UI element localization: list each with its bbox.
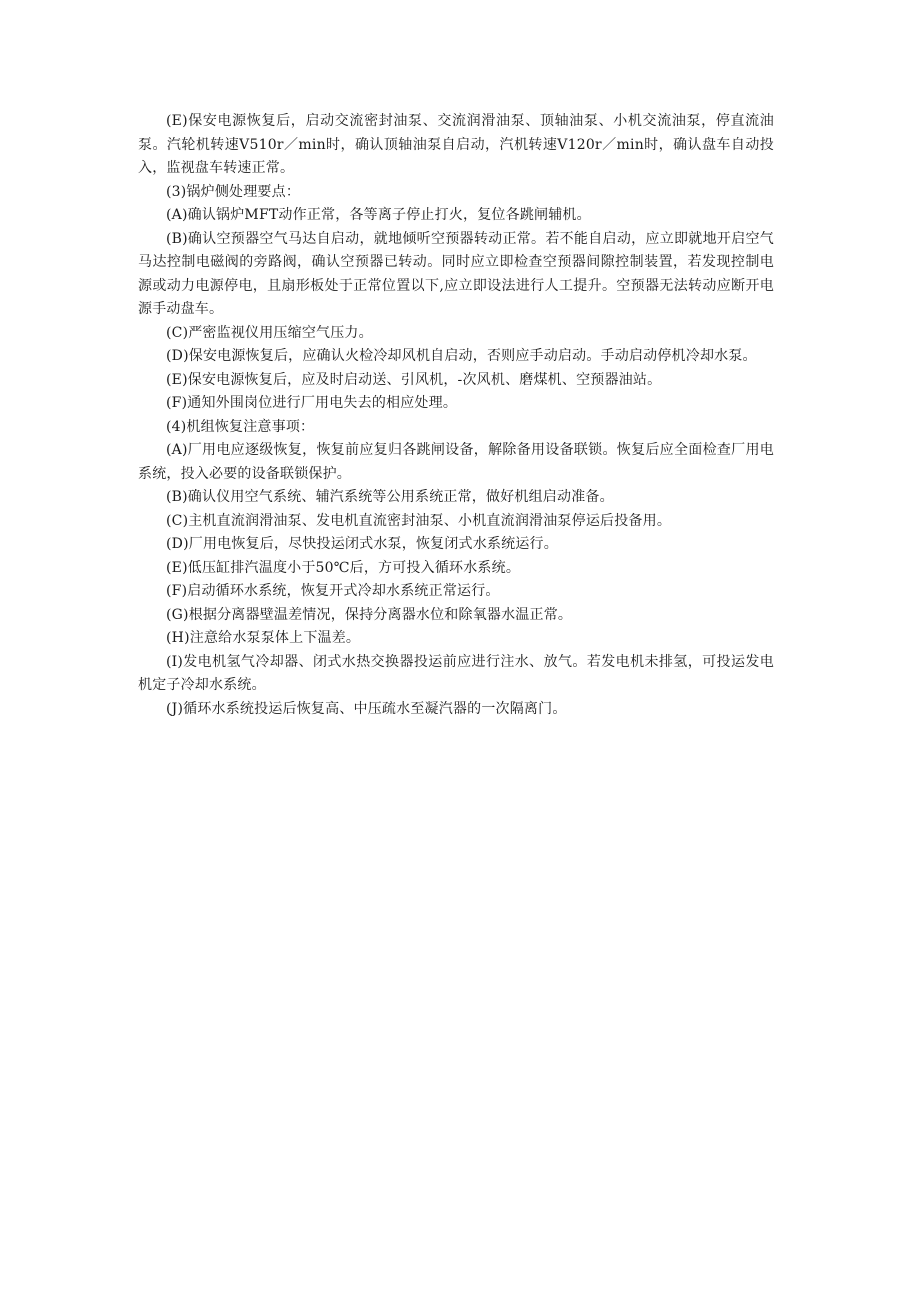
paragraph-c-dc-pumps: (C)主机直流润滑油泵、发电机直流密封油泵、小机直流润滑油泵停运后投备用。 xyxy=(166,512,672,529)
heading-boiler-side: (3)锅炉侧处理要点： xyxy=(166,183,301,200)
paragraph-i-hydrogen-cooler: (I)发电机氢气冷却器、闭式水热交换器投运前应进行注水、放气。若发电机未排氢，可投运发电机定子冷却水系统。 xyxy=(138,653,774,693)
heading-unit-recovery: (4)机组恢复注意事项： xyxy=(166,418,315,435)
paragraph-f-notify: (F)通知外围岗位进行厂用电失去的相应处理。 xyxy=(166,395,458,411)
paragraph-d-closed-water: (D)厂用电恢复后，尽快投运闭式水泵，恢复闭式水系统运行。 xyxy=(166,536,558,552)
paragraph-g-separator: (G)根据分离器壁温差情况，保持分离器水位和除氧器水温正常。 xyxy=(166,606,573,623)
paragraph-d-flame-cooling-fan: (D)保安电源恢复后，应确认火检冷却风机自启动，否则应手动启动。手动启动停机冷却水泵。 xyxy=(166,348,757,364)
paragraph-h-feed-pump: (H)注意给水泵泵体上下温差。 xyxy=(166,630,361,646)
paragraph-e-fans-start: (E)保安电源恢复后，应及时启动送、引风机，-次风机、磨煤机、空预器油站。 xyxy=(166,371,662,388)
document-body xyxy=(138,110,774,721)
paragraph-a-power-restore: (A)厂用电应逐级恢复，恢复前应复归各跳闸设备，解除备用设备联锁。恢复后应全面检查厂用电系统，投入必要的设备联锁保护。 xyxy=(138,442,774,482)
paragraph-e-power-recovery-turbine: (E)保安电源恢复后，启动交流密封油泵、交流润滑油泵、顶轴油泵、小机交流油泵，停直流油泵。汽轮机转速V510r／min时，确认顶轴油泵自启动，汽机转速V120r／min时，确认盘车自动投入，监视盘车转速正常。 xyxy=(138,113,774,176)
paragraph-f-circulating-water: (F)启动循环水系统，恢复开式冷却水系统正常运行。 xyxy=(166,583,500,599)
paragraph-j-isolation-valve: (J)循环水系统投运后恢复高、中压疏水至凝汽器的一次隔离门。 xyxy=(166,700,567,717)
paragraph-b-air-preheater: (B)确认空预器空气马达自启动，就地倾听空预器转动正常。若不能自启动，应立即就地开启空气马达控制电磁阀的旁路阀，确认空预器已转动。同时应立即检查空预器间隙控制装置，若发现控制电源或动力电源停电，且扇形板处于正常位置以下,应立即设法进行人工提升。空预器无法转动应断开电源手动盘车。 xyxy=(138,230,774,317)
paragraph-c-compressed-air: (C)严密监视仪用压缩空气压力。 xyxy=(166,324,373,341)
paragraph-a-mft: (A)确认锅炉MFT动作正常，各等离子停止打火，复位各跳闸辅机。 xyxy=(166,207,591,223)
paragraph-b-instrument-air: (B)确认仪用空气系统、辅汽系统等公用系统正常，做好机组启动准备。 xyxy=(166,489,614,505)
paragraph-e-exhaust-temp: (E)低压缸排汽温度小于50℃后，方可投入循环水系统。 xyxy=(166,559,521,576)
